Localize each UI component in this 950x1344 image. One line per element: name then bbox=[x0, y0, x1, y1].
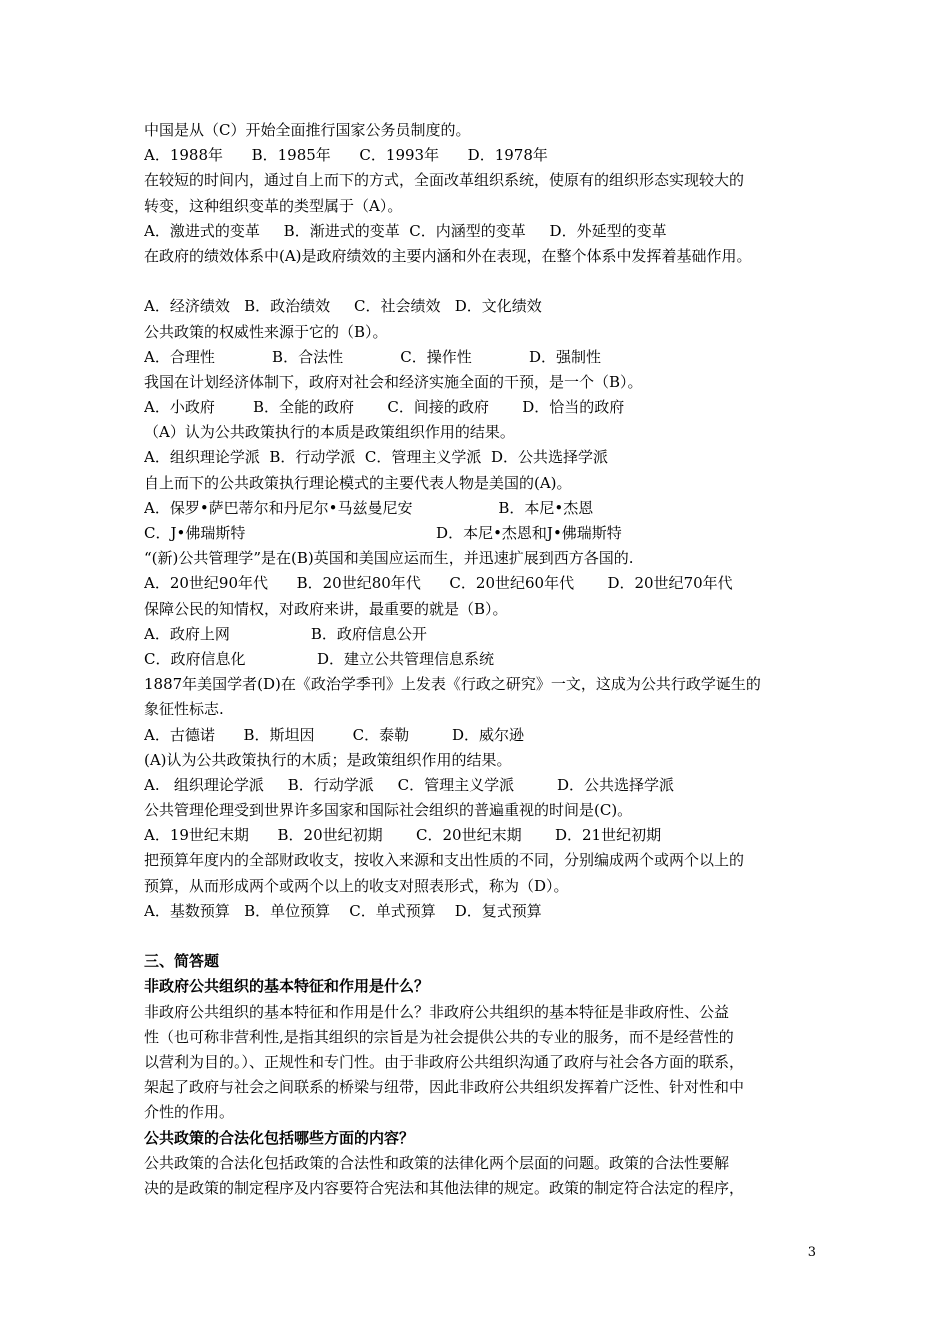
text-line: 以营利为目的。）、正规性和专门性。由于非政府公共组织沟通了政府与社会各方面的联系， bbox=[144, 1052, 745, 1071]
text-line: 保障公民的知情权，对政府来讲，最重要的就是（B）。 bbox=[144, 599, 508, 618]
text-line: A．政府上网 B．政府信息公开 bbox=[144, 624, 427, 643]
text-line: 中国是从（C）开始全面推行国家公务员制度的。 bbox=[144, 121, 471, 139]
text-line: 1887年美国学者(D)在《政治学季刊》上发表《行政之研究》一文，这成为公共行政学诞生的 bbox=[144, 675, 761, 694]
text-line: 介性的作用。 bbox=[144, 1103, 235, 1122]
text-line: 性（也可称非营利性,是指其组织的宗旨是为社会提供公共的专业的服务，而不是经营性的 bbox=[144, 1027, 734, 1046]
text-line: A．保罗•萨巴蒂尔和丹尼尔•马兹曼尼安 B．本尼•杰恩 bbox=[144, 498, 594, 517]
section-heading: 非政府公共组织的基本特征和作用是什么？ bbox=[144, 977, 430, 996]
section-heading: 三、简答题 bbox=[144, 952, 220, 971]
text-line: C．J•佛瑞斯特 D．本尼•杰恩和J•佛瑞斯特 bbox=[144, 524, 622, 542]
text-line: A．古德诺 B．斯坦因 C．泰勒 D．威尔逊 bbox=[144, 725, 525, 744]
text-line: 公共政策的合法化包括政策的合法性和政策的法律化两个层面的问题。政策的合法性要解 bbox=[144, 1153, 730, 1172]
text-line: 决的是政策的制定程序及内容要符合宪法和其他法律的规定。政策的制定符合法定的程序， bbox=[144, 1178, 745, 1197]
text-line: C．政府信息化 D．建立公共管理信息系统 bbox=[144, 649, 495, 668]
text-line: A．激进式的变革 B．渐进式的变革 C．内涵型的变革 D．外延型的变革 bbox=[144, 221, 667, 240]
text-line: A．1988年 B．1985年 C．1993年 D．1978年 bbox=[144, 146, 548, 165]
text-line: “(新)公共管理学”是在(B)英国和美国应运而生，并迅速扩展到西方各国的. bbox=[144, 549, 634, 568]
text-line: A．经济绩效 B．政治绩效 C．社会绩效 D．文化绩效 bbox=[144, 297, 542, 316]
text-line: 转变，这种组织变革的类型属于（A）。 bbox=[144, 196, 403, 215]
text-line: A．基数预算 B．单位预算 C．单式预算 D．复式预算 bbox=[144, 901, 542, 920]
text-line: A. 组织理论学派 B．行动学派 C．管理主义学派 D．公共选择学派 bbox=[144, 775, 675, 794]
text-line: A．组织理论学派 B．行动学派 C．管理主义学派 D．公共选择学派 bbox=[144, 448, 608, 467]
text-line: 架起了政府与社会之间联系的桥梁与纽带，因此非政府公共组织发挥着广泛性、针对性和中 bbox=[144, 1078, 745, 1097]
text-line: 把预算年度内的全部财政收支，按收入来源和支出性质的不同，分别编成两个或两个以上的 bbox=[144, 851, 745, 870]
text-line: A．小政府 B．全能的政府 C．间接的政府 D．恰当的政府 bbox=[144, 398, 625, 417]
text-line: A．合理性 B．合法性 C．操作性 D．强制性 bbox=[144, 347, 602, 366]
page-number: 3 bbox=[807, 1245, 816, 1260]
text-line: 非政府公共组织的基本特征和作用是什么？非政府公共组织的基本特征是非政府性、公益 bbox=[144, 1002, 730, 1021]
text-line: 我国在计划经济体制下，政府对社会和经济实施全面的干预，是一个（B）。 bbox=[144, 372, 643, 391]
blank-line bbox=[144, 924, 824, 949]
text-line: A．19世纪末期 B．20世纪初期 C．20世纪末期 D．21世纪初期 bbox=[144, 826, 662, 845]
text-line: 公共政策的权威性来源于它的（B）。 bbox=[144, 322, 388, 341]
text-line: (A)认为公共政策执行的木质；是政策组织作用的结果。 bbox=[144, 750, 512, 769]
section-heading: 公共政策的合法化包括哪些方面的内容？ bbox=[144, 1128, 415, 1147]
text-line: （A）认为公共政策执行的本质是政策组织作用的结果。 bbox=[144, 423, 515, 442]
document-body bbox=[144, 118, 824, 1201]
text-line: 在政府的绩效体系中(A)是政府绩效的主要内涵和外在表现，在整个体系中发挥着基础作用。 bbox=[144, 246, 752, 265]
text-line: 自上而下的公共政策执行理论模式的主要代表人物是美国的(A)。 bbox=[144, 473, 572, 492]
text-line: 象征性标志. bbox=[144, 700, 224, 719]
text-line: 公共管理伦理受到世界许多国家和国际社会组织的普遍重视的时间是(C)。 bbox=[144, 801, 633, 820]
text-line: 在较短的时间内，通过自上而下的方式，全面改革组织系统，使原有的组织形态实现较大的 bbox=[144, 171, 745, 190]
blank-line bbox=[144, 269, 824, 294]
text-line: 预算，从而形成两个或两个以上的收支对照表形式，称为（D）。 bbox=[144, 876, 569, 895]
text-line: A．20世纪90年代 B．20世纪80年代 C．20世纪60年代 D．20世纪70年代 bbox=[144, 574, 733, 593]
